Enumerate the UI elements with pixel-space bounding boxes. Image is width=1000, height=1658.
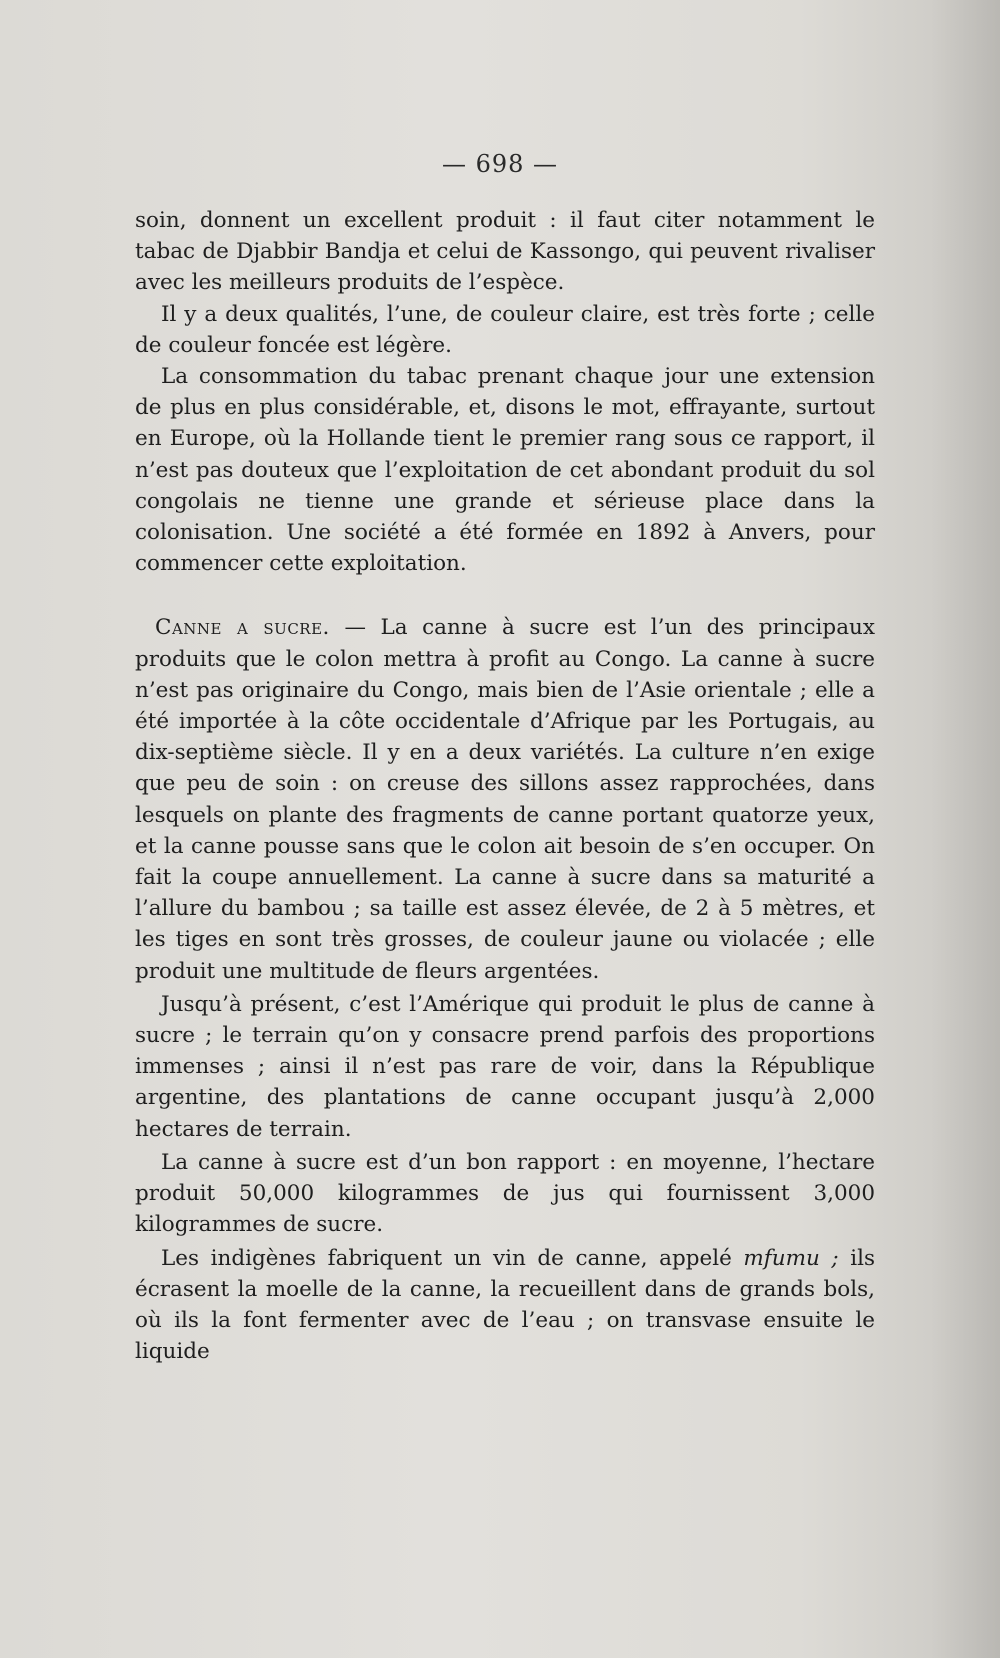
paragraph-vin-end: ils écrasent la moelle de la canne, la recueillent dans de grands bols, où ils la font fermenter avec de l’eau ; on transvase ensuite le liquide: [135, 1245, 875, 1365]
paragraph-tabac-continuation: soin, donnent un excellent produit : il faut citer notamment le tabac de Djabbir Bandja et celui de Kassongo, qui peuvent rivaliser avec les meilleurs produits de l’espèce.: [135, 208, 875, 296]
paragraph-amerique: Jusqu’à présent, c’est l’Amérique qui produit le plus de canne à sucre ; le terrain qu’on y consacre prend parfois des proportions immenses ; ainsi il n’est pas rare de voir, dans la République argentine, des plantations de canne occupant jusqu’à 2,000 hectares de terrain.: [135, 991, 875, 1142]
paragraph-rapport: La canne à sucre est d’un bon rapport : en moyenne, l’hectare produit 50,000 kilogrammes de jus qui fournissent 3,000 kilogrammes de sucre.: [135, 1149, 875, 1238]
paragraph-vin-de-canne: [135, 1243, 875, 1368]
paragraph-canne-body: — La canne à sucre est l’un des principaux produits que le colon mettra à profit au Congo. La canne à sucre n’est pas originaire du Congo, mais bien de l’Asie orientale ; elle a été importée à la côte occidentale d’Afrique par les Portugais, au dix-septième siècle. Il y en a deux variétés. La culture n’en exige que peu de soin : on creuse des sillons assez rapprochées, dans lesquels on plante des fragments de canne portant quatorze yeux, et la canne pousse sans que le colon ait besoin de s’en occuper. On fait la coupe annuellement. La canne à sucre dans sa maturité a l’allure du bambou ; sa taille est assez élevée, de 2 à 5 mètres, et les tiges en sont très grosses, de couleur jaune ou violacée ; elle produit une multitude de fleurs argentées.: [135, 615, 875, 984]
term-mfumu: mfumu ;: [743, 1245, 839, 1271]
page-number: — 698 —: [441, 150, 559, 178]
paragraph-tabac-qualites: Il y a deux qualités, l’une, de couleur claire, est très forte ; celle de couleur foncée est légère.: [135, 301, 875, 358]
paragraph-canne-a-sucre: [135, 612, 875, 986]
paragraph-tabac-consommation: La consommation du tabac prenant chaque jour une extension de plus en plus considérable, et, disons le mot, effrayante, surtout en Europe, où la Hollande tient le premier rang sous ce rapport, il n’est pas douteux que l’exploitation de cet abondant produit du sol congolais ne tienne une grande et sérieuse place dans la colonisation. Une société a été formée en 1892 à Anvers, pour commencer cette exploitation.: [135, 364, 875, 577]
section-heading-canne-a-sucre: Canne a sucre.: [155, 615, 330, 641]
body-text: [135, 205, 875, 1367]
page-edge-shadow: [930, 0, 1000, 1658]
paragraph-vin-start: Les indigènes fabriquent un vin de canne, appelé: [161, 1245, 744, 1271]
